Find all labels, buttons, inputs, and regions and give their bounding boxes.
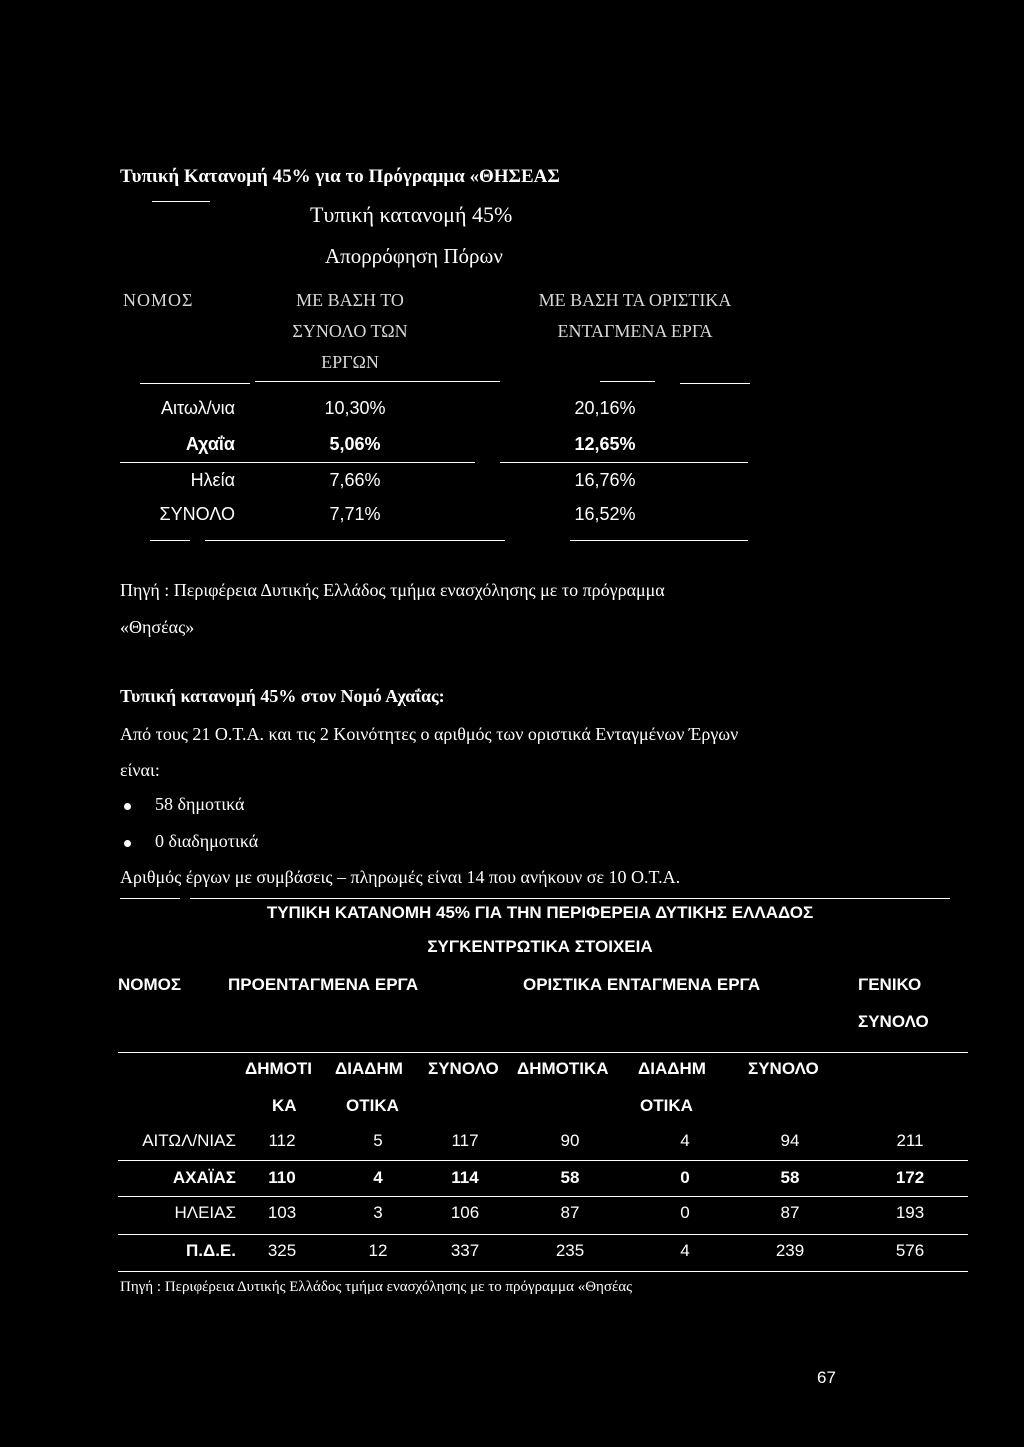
table2-sub-diadimotika2-line2: ΟΤΙΚΑ xyxy=(640,1096,693,1115)
table2-cell: 235 xyxy=(555,1241,585,1260)
table2-cell: 58 xyxy=(560,1168,580,1187)
section2-intro-line2: είναι: xyxy=(120,760,160,780)
table2-row-name: ΑΧΑΪΑΣ xyxy=(172,1168,236,1187)
table2-cell: 106 xyxy=(450,1203,480,1222)
list-item-text: 0 διαδημοτικά xyxy=(155,831,259,851)
table2-cell: 117 xyxy=(451,1131,479,1150)
table1-col-final-line1: ΜΕ ΒΑΣΗ ΤΑ ΟΡΙΣΤΙΚΑ xyxy=(538,290,732,310)
table2-header-geniko-line1: ΓΕΝΙΚΟ xyxy=(858,975,922,994)
table1-row-total: 7,66% xyxy=(329,470,381,490)
table2-cell: 110 xyxy=(268,1168,296,1187)
table1-title: Τυπική κατανομή 45% xyxy=(310,202,513,227)
table1-col-total-line3: ΕΡΓΩΝ xyxy=(321,352,379,372)
table2-cell: 4 xyxy=(680,1241,690,1260)
table1-row-total: 7,71% xyxy=(329,504,381,524)
table2-sub-diadimotika2-line1: ΔΙΑΔΗΜ xyxy=(638,1059,706,1078)
table1-col-total-line2: ΣΥΝΟΛΟ ΤΩΝ xyxy=(292,321,408,341)
table2-cell: 576 xyxy=(895,1241,925,1260)
table2-header-proentagmena: ΠΡΟΕΝΤΑΓΜΕΝΑ ΕΡΓΑ xyxy=(228,975,419,994)
table1-col-total-line1: ΜΕ ΒΑΣΗ ΤΟ xyxy=(296,290,404,310)
table2-cell: 3 xyxy=(373,1203,383,1222)
table2-cell: 5 xyxy=(373,1131,383,1150)
table2-sub-dimotika2: ΔΗΜΟΤΙΚΑ xyxy=(517,1059,609,1078)
table2-sub-dimotika1-line1: ΔΗΜΟΤΙ xyxy=(245,1059,312,1078)
section1-heading: Τυπική Κατανομή 45% για το Πρόγραμμα «ΘΗΣΕΑΣ xyxy=(120,166,560,187)
table2-header-geniko-line2: ΣΥΝΟΛΟ xyxy=(858,1012,929,1031)
table2-cell: 114 xyxy=(451,1168,479,1187)
table2-title: ΤΥΠΙΚΗ ΚΑΤΑΝΟΜΗ 45% ΓΙΑ ΤΗΝ ΠΕΡΙΦΕΡΕΙΑ ΔΥΤΙΚΗΣ ΕΛΛΑΔΟΣ xyxy=(266,903,814,922)
table1-subtitle: Απορρόφηση Πόρων xyxy=(325,244,503,268)
table1-row-total: 5,06% xyxy=(329,434,381,454)
table2-source: Πηγή : Περιφέρεια Δυτικής Ελλάδος τμήμα ενασχόλησης με το πρόγραμμα «Θησέας xyxy=(120,1279,633,1295)
section2-contracts: Αριθμός έργων με συμβάσεις – πληρωμές είναι 14 που ανήκουν σε 10 Ο.Τ.Α. xyxy=(120,867,681,887)
table2-cell: 211 xyxy=(896,1131,924,1150)
table2-row-name: Π.Δ.Ε. xyxy=(185,1241,236,1260)
table2-cell: 172 xyxy=(895,1168,925,1187)
table1-col-final-line2: ΕΝΤΑΓΜΕΝΑ ΕΡΓΑ xyxy=(557,321,713,341)
table2-cell: 12 xyxy=(368,1241,388,1260)
table2-cell: 87 xyxy=(560,1203,580,1222)
table2-cell: 4 xyxy=(373,1168,383,1187)
table1-row-name: ΣΥΝΟΛΟ xyxy=(159,504,235,524)
table2-cell: 90 xyxy=(560,1131,580,1150)
page-number: 67 xyxy=(817,1368,836,1387)
table1-row-final: 20,16% xyxy=(574,398,636,418)
table2-row-name: ΑΙΤΩΛ/ΝΙΑΣ xyxy=(142,1131,236,1150)
table2-cell: 4 xyxy=(680,1131,690,1150)
section2-intro-line1: Από τους 21 Ο.Τ.Α. και τις 2 Κοινότητες ο αριθμός των οριστικά Ενταγμένων Έργων xyxy=(120,724,739,744)
table2-cell: 325 xyxy=(267,1241,297,1260)
table2-subtitle: ΣΥΓΚΕΝΤΡΩΤΙΚΑ ΣΤΟΙΧΕΙΑ xyxy=(427,937,653,956)
table1-source-line1: Πηγή : Περιφέρεια Δυτικής Ελλάδος τμήμα ενασχόλησης με το πρόγραμμα xyxy=(120,580,665,600)
table2-cell: 337 xyxy=(450,1241,480,1260)
table2-cell: 112 xyxy=(268,1131,296,1150)
table2-sub-synolo1: ΣΥΝΟΛΟ xyxy=(428,1059,499,1078)
list-item-text: 58 δημοτικά xyxy=(155,794,245,814)
table2-sub-diadimotika1-line1: ΔΙΑΔΗΜ xyxy=(335,1059,403,1078)
table1-source-line2: «Θησέας» xyxy=(120,617,195,637)
table2-cell: 0 xyxy=(680,1168,690,1187)
table2-cell: 58 xyxy=(780,1168,800,1187)
table2-sub-diadimotika1-line2: ΟΤΙΚΑ xyxy=(346,1096,399,1115)
table2-sub-dimotika1-line2: ΚΑ xyxy=(272,1096,297,1115)
table1-row-name: Αιτωλ/νια xyxy=(161,398,235,418)
table2-cell: 87 xyxy=(780,1203,800,1222)
table1-row-total: 10,30% xyxy=(324,398,386,418)
table1-row-name: Αχαΐα xyxy=(185,434,235,454)
table1-col-nomos: ΝΟΜΟΣ xyxy=(123,290,194,310)
table2-sub-synolo2: ΣΥΝΟΛΟ xyxy=(748,1059,819,1078)
table2-cell: 103 xyxy=(267,1203,297,1222)
bullet-icon xyxy=(124,840,131,847)
section2-heading: Τυπική κατανομή 45% στον Νομό Αχαΐας: xyxy=(120,686,445,706)
table2-cell: 239 xyxy=(775,1241,805,1260)
table2-cell: 0 xyxy=(680,1203,690,1222)
table1-row-final: 16,76% xyxy=(574,470,636,490)
table1-row-name: Ηλεία xyxy=(190,470,235,490)
bullet-icon xyxy=(124,803,131,810)
table2-header-oristika: ΟΡΙΣΤΙΚΑ ΕΝΤΑΓΜΕΝΑ ΕΡΓΑ xyxy=(523,975,761,994)
table2-row-name: ΗΛΕΙΑΣ xyxy=(174,1203,236,1222)
table1-row-final: 16,52% xyxy=(574,504,636,524)
table2-cell: 193 xyxy=(895,1203,925,1222)
table2-header-nomos: ΝΟΜΟΣ xyxy=(118,975,182,994)
table2-cell: 94 xyxy=(780,1131,800,1150)
table1-row-final: 12,65% xyxy=(574,434,636,454)
